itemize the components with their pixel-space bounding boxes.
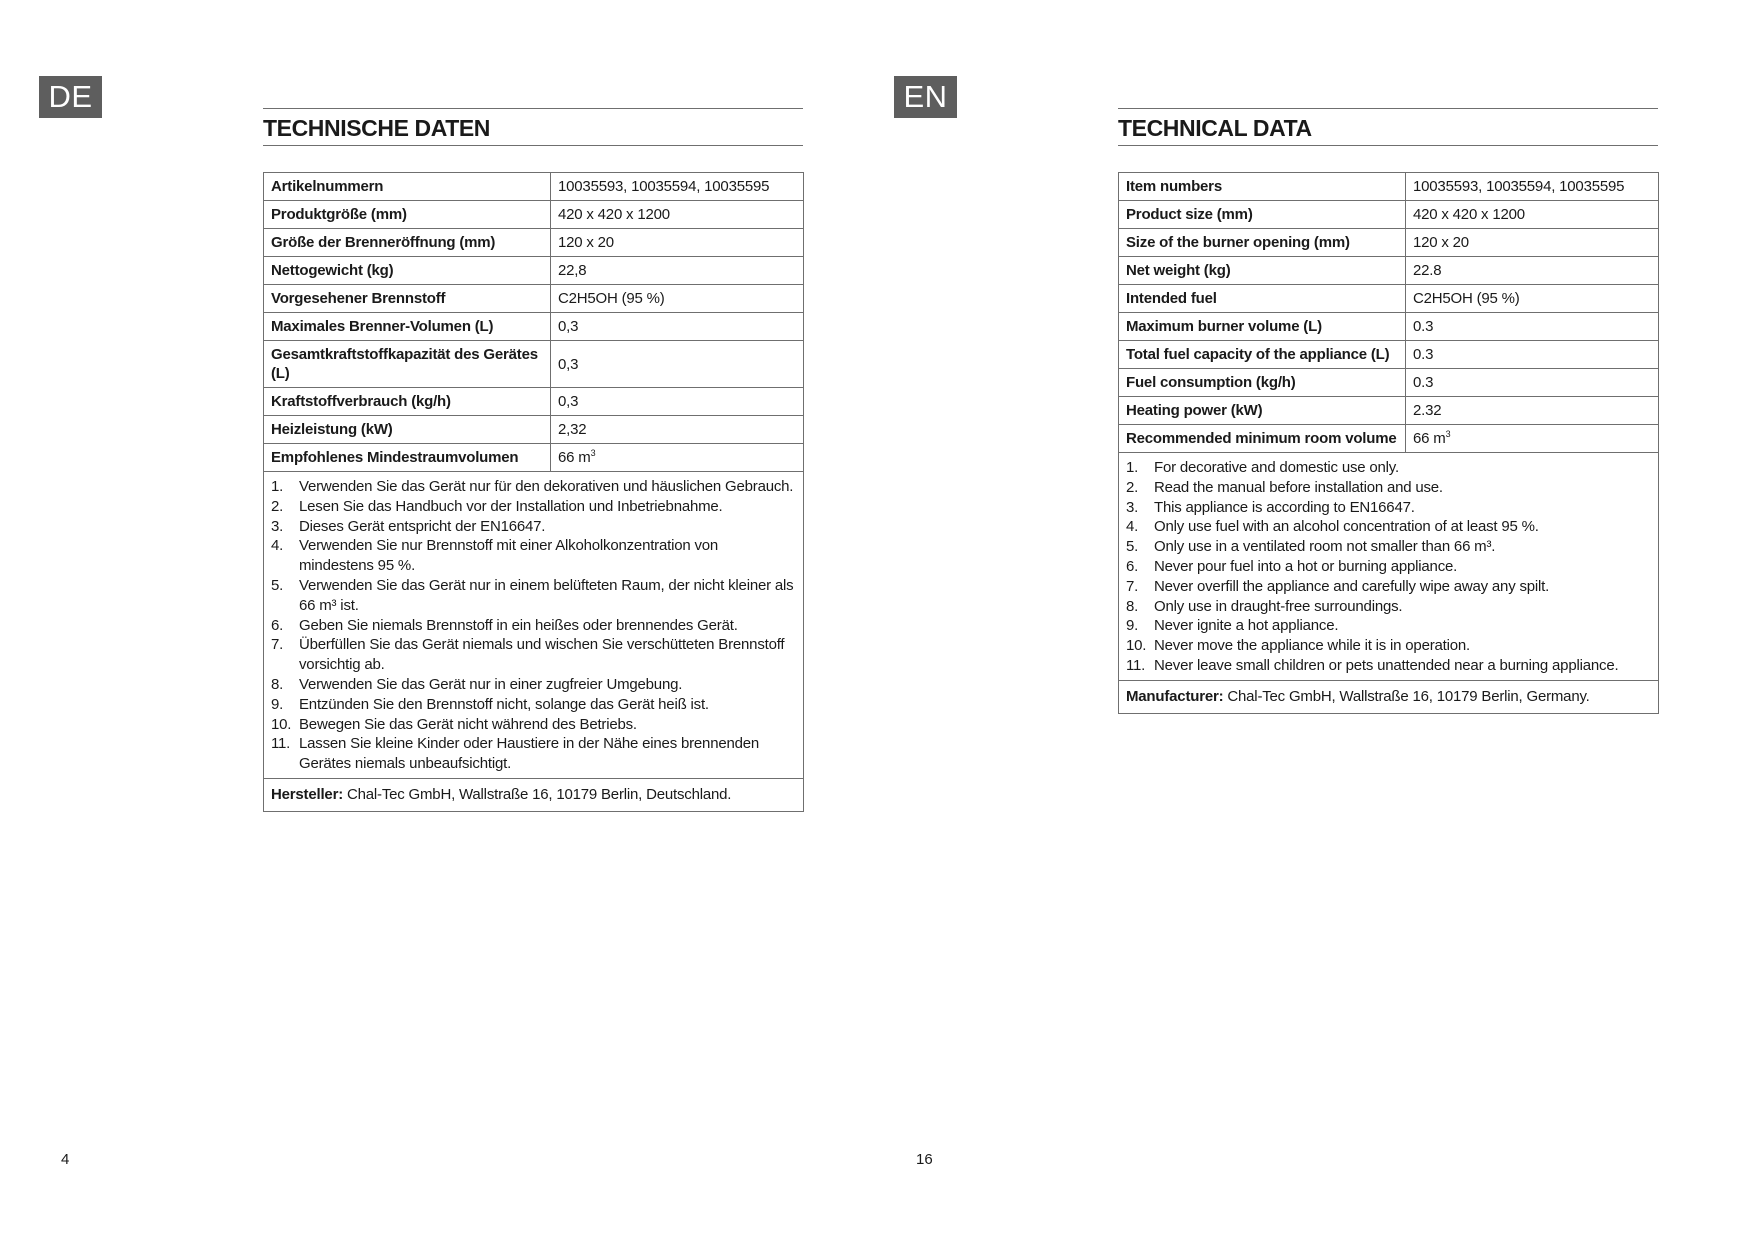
spec-value: 2,32 bbox=[551, 416, 804, 444]
spec-label: Heizleistung (kW) bbox=[264, 416, 551, 444]
table-row bbox=[264, 388, 804, 416]
technical-data-section bbox=[1118, 108, 1658, 714]
table-row bbox=[1119, 173, 1659, 201]
table-row bbox=[1119, 257, 1659, 285]
list-number: 7. bbox=[271, 636, 284, 654]
list-item bbox=[271, 734, 796, 774]
spec-value: 0,3 bbox=[551, 341, 804, 388]
table-row bbox=[264, 173, 804, 201]
spec-value bbox=[1406, 425, 1659, 453]
spec-value: 0.3 bbox=[1406, 313, 1659, 341]
manufacturer-cell bbox=[1119, 680, 1659, 713]
list-number: 1. bbox=[271, 478, 284, 495]
table-row bbox=[1119, 229, 1659, 257]
list-text: This appliance is according to EN16647. bbox=[1154, 498, 1415, 516]
list-text: Verwenden Sie das Gerät nur für den dekorativen und häuslichen Gebrauch. bbox=[299, 478, 794, 495]
manufacturer-row bbox=[264, 778, 804, 811]
technical-data-section bbox=[263, 108, 803, 812]
list-item bbox=[1126, 636, 1651, 656]
list-text: Verwenden Sie nur Brennstoff mit einer Alkoholkonzentration von mindestens 95 %. bbox=[299, 537, 719, 575]
manufacturer-label: Manufacturer: bbox=[1126, 687, 1224, 705]
list-text: Entzünden Sie den Brennstoff nicht, solange das Gerät heiß ist. bbox=[299, 695, 709, 713]
list-number: 8. bbox=[271, 675, 284, 693]
table-row bbox=[1119, 313, 1659, 341]
spec-label: Empfohlenes Mindestraumvolumen bbox=[264, 444, 551, 472]
spec-value: 420 x 420 x 1200 bbox=[551, 201, 804, 229]
list-number: 4. bbox=[1126, 518, 1139, 536]
spec-value: 10035593, 10035594, 10035595 bbox=[1406, 173, 1659, 201]
safety-notes-list bbox=[271, 477, 796, 774]
list-text: Never ignite a hot appliance. bbox=[1154, 617, 1339, 635]
list-number: 10. bbox=[271, 715, 292, 733]
notes-cell bbox=[264, 472, 804, 779]
list-number: 2. bbox=[1126, 478, 1139, 496]
list-item bbox=[1126, 597, 1651, 617]
list-text: For decorative and domestic use only. bbox=[1154, 459, 1399, 476]
spec-value bbox=[551, 444, 804, 472]
language-tab: DE bbox=[39, 76, 102, 118]
list-text: Dieses Gerät entspricht der EN16647. bbox=[299, 517, 546, 535]
spec-label: Nettogewicht (kg) bbox=[264, 257, 551, 285]
page-number: 16 bbox=[916, 1151, 933, 1168]
list-text: Only use fuel with an alcohol concentration of at least 95 %. bbox=[1154, 518, 1539, 536]
spec-label: Size of the burner opening (mm) bbox=[1119, 229, 1406, 257]
list-number: 9. bbox=[271, 695, 284, 713]
table-row bbox=[1119, 341, 1659, 369]
spec-table bbox=[263, 172, 804, 812]
list-item bbox=[271, 695, 796, 715]
list-number: 6. bbox=[271, 616, 284, 634]
spec-label: Maximum burner volume (L) bbox=[1119, 313, 1406, 341]
notes-row bbox=[264, 472, 804, 779]
spec-value: 0.3 bbox=[1406, 369, 1659, 397]
list-number: 1. bbox=[1126, 459, 1139, 476]
list-item bbox=[271, 477, 796, 497]
safety-notes-list bbox=[1126, 458, 1651, 676]
list-item bbox=[271, 675, 796, 695]
spec-value: C2H5OH (95 %) bbox=[1406, 285, 1659, 313]
table-row bbox=[264, 229, 804, 257]
spec-label: Intended fuel bbox=[1119, 285, 1406, 313]
spec-value: 10035593, 10035594, 10035595 bbox=[551, 173, 804, 201]
superscript: 3 bbox=[590, 448, 596, 458]
list-item bbox=[1126, 537, 1651, 557]
list-number: 5. bbox=[1126, 538, 1139, 556]
spec-value: 120 x 20 bbox=[1406, 229, 1659, 257]
table-row bbox=[1119, 201, 1659, 229]
table-row bbox=[264, 416, 804, 444]
section-title: TECHNISCHE DATEN bbox=[263, 108, 803, 146]
spec-label: Gesamtkraftstoffkapazität des Gerätes (L) bbox=[264, 341, 551, 388]
superscript: 3 bbox=[1445, 429, 1451, 439]
spec-value-text: 66 m bbox=[558, 449, 591, 466]
spec-value: 0,3 bbox=[551, 388, 804, 416]
list-item bbox=[1126, 656, 1651, 676]
spec-value: 0.3 bbox=[1406, 341, 1659, 369]
list-text: Verwenden Sie das Gerät nur in einer zugfreier Umgebung. bbox=[299, 675, 683, 693]
list-item bbox=[1126, 478, 1651, 498]
list-item bbox=[1126, 498, 1651, 518]
list-number: 5. bbox=[271, 576, 284, 594]
section-title: TECHNICAL DATA bbox=[1118, 108, 1658, 146]
spec-label: Item numbers bbox=[1119, 173, 1406, 201]
list-number: 3. bbox=[271, 517, 284, 535]
list-text: Verwenden Sie das Gerät nur in einem belüfteten Raum, der nicht kleiner als 66 m³ ist. bbox=[299, 576, 794, 614]
list-number: 11. bbox=[1126, 656, 1146, 674]
list-text: Only use in a ventilated room not smaller than 66 m³. bbox=[1154, 538, 1496, 556]
page-en bbox=[855, 0, 1732, 1239]
table-row bbox=[264, 285, 804, 313]
list-item bbox=[271, 715, 796, 735]
list-text: Bewegen Sie das Gerät nicht während des Betriebs. bbox=[299, 715, 637, 733]
list-number: 4. bbox=[271, 537, 284, 555]
list-item bbox=[1126, 616, 1651, 636]
list-text: Geben Sie niemals Brennstoff in ein heißes oder brennendes Gerät. bbox=[299, 616, 738, 634]
spec-value: 420 x 420 x 1200 bbox=[1406, 201, 1659, 229]
spec-label: Artikelnummern bbox=[264, 173, 551, 201]
table-row bbox=[264, 341, 804, 388]
list-item bbox=[271, 576, 796, 616]
manufacturer-cell bbox=[264, 778, 804, 811]
manufacturer-text: Chal-Tec GmbH, Wallstraße 16, 10179 Berlin, Deutschland. bbox=[346, 785, 732, 803]
spec-label: Total fuel capacity of the appliance (L) bbox=[1119, 341, 1406, 369]
list-item bbox=[1126, 517, 1651, 537]
table-row bbox=[264, 201, 804, 229]
list-item bbox=[271, 497, 796, 517]
table-row bbox=[264, 444, 804, 472]
spec-value-text: 66 m bbox=[1413, 430, 1446, 447]
list-text: Never overfill the appliance and carefully wipe away any spilt. bbox=[1154, 577, 1550, 595]
spec-value: 0,3 bbox=[551, 313, 804, 341]
spec-label: Größe der Brenneröffnung (mm) bbox=[264, 229, 551, 257]
list-number: 11. bbox=[271, 735, 291, 753]
table-row bbox=[264, 313, 804, 341]
spec-label: Fuel consumption (kg/h) bbox=[1119, 369, 1406, 397]
spec-value: 120 x 20 bbox=[551, 229, 804, 257]
list-item bbox=[1126, 577, 1651, 597]
list-number: 7. bbox=[1126, 577, 1139, 595]
notes-cell bbox=[1119, 453, 1659, 681]
list-item bbox=[271, 536, 796, 576]
spec-table bbox=[1118, 172, 1659, 714]
table-row bbox=[264, 257, 804, 285]
list-text: Never leave small children or pets unattended near a burning appliance. bbox=[1154, 656, 1619, 674]
list-text: Read the manual before installation and use. bbox=[1154, 478, 1443, 496]
manufacturer-row bbox=[1119, 680, 1659, 713]
list-item bbox=[1126, 557, 1651, 577]
notes-row bbox=[1119, 453, 1659, 681]
spec-label: Recommended minimum room volume bbox=[1119, 425, 1406, 453]
list-item bbox=[271, 517, 796, 537]
spec-label: Heating power (kW) bbox=[1119, 397, 1406, 425]
spec-label: Vorgesehener Brennstoff bbox=[264, 285, 551, 313]
spec-value: 22,8 bbox=[551, 257, 804, 285]
list-item bbox=[271, 616, 796, 636]
spec-label: Maximales Brenner-Volumen (L) bbox=[264, 313, 551, 341]
list-text: Überfüllen Sie das Gerät niemals und wischen Sie verschütteten Brennstoff vorsichtig ab. bbox=[299, 636, 785, 674]
table-row bbox=[1119, 425, 1659, 453]
list-number: 9. bbox=[1126, 617, 1139, 635]
spec-value: C2H5OH (95 %) bbox=[551, 285, 804, 313]
list-number: 3. bbox=[1126, 498, 1139, 516]
list-text: Lesen Sie das Handbuch vor der Installation und Inbetriebnahme. bbox=[299, 497, 723, 515]
table-row bbox=[1119, 285, 1659, 313]
list-item bbox=[1126, 458, 1651, 478]
page-number: 4 bbox=[61, 1151, 70, 1168]
list-text: Never pour fuel into a hot or burning appliance. bbox=[1154, 557, 1458, 575]
list-text: Never move the appliance while it is in operation. bbox=[1154, 637, 1471, 655]
spec-label: Net weight (kg) bbox=[1119, 257, 1406, 285]
spec-value: 22.8 bbox=[1406, 257, 1659, 285]
list-text: Only use in draught-free surroundings. bbox=[1154, 597, 1403, 615]
table-row bbox=[1119, 397, 1659, 425]
list-text: Lassen Sie kleine Kinder oder Haustiere in der Nähe eines brennenden Gerätes niemals unbeaufsichtigt. bbox=[299, 735, 760, 773]
list-number: 10. bbox=[1126, 637, 1147, 655]
list-number: 6. bbox=[1126, 557, 1139, 575]
spec-value: 2.32 bbox=[1406, 397, 1659, 425]
spec-label: Produktgröße (mm) bbox=[264, 201, 551, 229]
list-number: 2. bbox=[271, 497, 284, 515]
manufacturer-text: Chal-Tec GmbH, Wallstraße 16, 10179 Berlin, Germany. bbox=[1227, 687, 1590, 705]
spec-label: Kraftstoffverbrauch (kg/h) bbox=[264, 388, 551, 416]
table-row bbox=[1119, 369, 1659, 397]
spec-label: Product size (mm) bbox=[1119, 201, 1406, 229]
list-number: 8. bbox=[1126, 597, 1139, 615]
manufacturer-label: Hersteller: bbox=[271, 785, 344, 803]
language-tab: EN bbox=[894, 76, 957, 118]
list-item bbox=[271, 635, 796, 675]
